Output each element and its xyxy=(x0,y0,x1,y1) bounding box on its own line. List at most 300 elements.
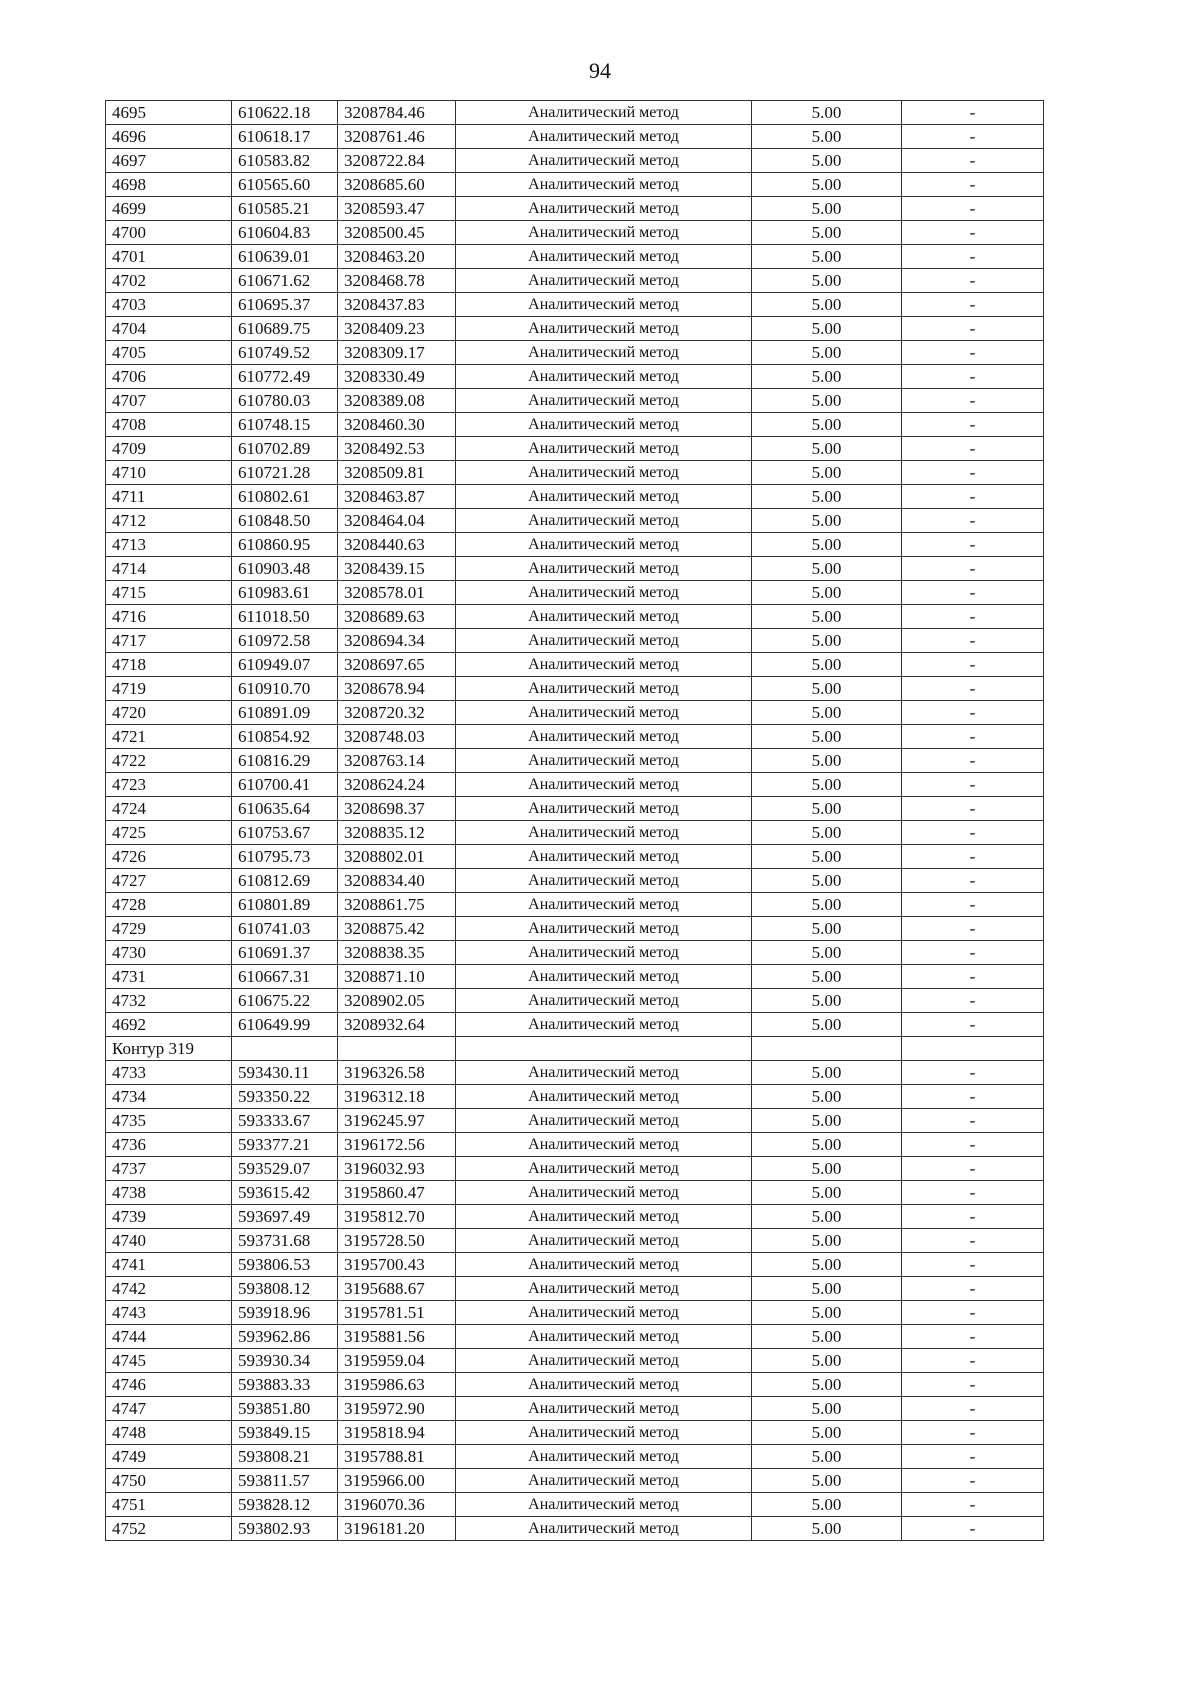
x-coordinate-cell: 610675.22 xyxy=(232,989,338,1013)
note-cell: - xyxy=(902,485,1044,509)
note-cell: - xyxy=(902,1157,1044,1181)
y-coordinate-cell: 3208834.40 xyxy=(338,869,456,893)
point-number-cell: 4717 xyxy=(106,629,232,653)
point-number-cell: 4727 xyxy=(106,869,232,893)
x-coordinate-cell: 593811.57 xyxy=(232,1469,338,1493)
method-cell: Аналитический метод xyxy=(456,941,752,965)
x-coordinate-cell: 610983.61 xyxy=(232,581,338,605)
y-coordinate-cell: 3208697.65 xyxy=(338,653,456,677)
error-cell: 5.00 xyxy=(752,293,902,317)
x-coordinate-cell: 610753.67 xyxy=(232,821,338,845)
note-cell: - xyxy=(902,389,1044,413)
error-cell: 5.00 xyxy=(752,653,902,677)
error-cell: 5.00 xyxy=(752,1229,902,1253)
x-coordinate-cell: 610639.01 xyxy=(232,245,338,269)
coordinates-table xyxy=(105,100,1044,1541)
y-coordinate-cell: 3195860.47 xyxy=(338,1181,456,1205)
error-cell: 5.00 xyxy=(752,509,902,533)
note-cell: - xyxy=(902,245,1044,269)
y-coordinate-cell: 3208460.30 xyxy=(338,413,456,437)
x-coordinate-cell: 610618.17 xyxy=(232,125,338,149)
point-number-cell: 4742 xyxy=(106,1277,232,1301)
note-cell: - xyxy=(902,1013,1044,1037)
error-cell: 5.00 xyxy=(752,101,902,125)
table-row xyxy=(106,1157,1044,1181)
note-cell: - xyxy=(902,1133,1044,1157)
point-number-cell: 4698 xyxy=(106,173,232,197)
method-cell: Аналитический метод xyxy=(456,725,752,749)
error-cell: 5.00 xyxy=(752,461,902,485)
method-cell: Аналитический метод xyxy=(456,1157,752,1181)
y-coordinate-cell: 3195781.51 xyxy=(338,1301,456,1325)
method-cell: Аналитический метод xyxy=(456,149,752,173)
x-coordinate-cell: 610795.73 xyxy=(232,845,338,869)
table-row xyxy=(106,989,1044,1013)
table-row xyxy=(106,125,1044,149)
note-cell: - xyxy=(902,1253,1044,1277)
error-cell: 5.00 xyxy=(752,677,902,701)
y-coordinate-cell: 3195972.90 xyxy=(338,1397,456,1421)
note-cell: - xyxy=(902,533,1044,557)
point-number-cell: 4728 xyxy=(106,893,232,917)
method-cell: Аналитический метод xyxy=(456,1493,752,1517)
y-coordinate-cell: 3195700.43 xyxy=(338,1253,456,1277)
x-coordinate-cell: 610949.07 xyxy=(232,653,338,677)
table-row xyxy=(106,293,1044,317)
error-cell: 5.00 xyxy=(752,269,902,293)
point-number-cell: 4752 xyxy=(106,1517,232,1541)
x-coordinate-cell: 593962.86 xyxy=(232,1325,338,1349)
table-row xyxy=(106,965,1044,989)
error-cell: 5.00 xyxy=(752,221,902,245)
error-cell: 5.00 xyxy=(752,989,902,1013)
table-row xyxy=(106,221,1044,245)
method-cell: Аналитический метод xyxy=(456,197,752,221)
table-row xyxy=(106,245,1044,269)
y-coordinate-cell: 3196312.18 xyxy=(338,1085,456,1109)
method-cell: Аналитический метод xyxy=(456,389,752,413)
error-cell: 5.00 xyxy=(752,1181,902,1205)
error-cell: 5.00 xyxy=(752,1349,902,1373)
table-row xyxy=(106,413,1044,437)
y-coordinate-cell: 3195881.56 xyxy=(338,1325,456,1349)
method-cell: Аналитический метод xyxy=(456,221,752,245)
x-coordinate-cell: 610816.29 xyxy=(232,749,338,773)
y-coordinate-cell: 3208861.75 xyxy=(338,893,456,917)
y-coordinate-cell: 3208437.83 xyxy=(338,293,456,317)
point-number-cell: 4697 xyxy=(106,149,232,173)
table-row xyxy=(106,1301,1044,1325)
empty-cell xyxy=(752,1037,902,1061)
note-cell: - xyxy=(902,1349,1044,1373)
method-cell: Аналитический метод xyxy=(456,1325,752,1349)
table-row xyxy=(106,1445,1044,1469)
method-cell: Аналитический метод xyxy=(456,341,752,365)
point-number-cell: 4751 xyxy=(106,1493,232,1517)
method-cell: Аналитический метод xyxy=(456,125,752,149)
table-row xyxy=(106,677,1044,701)
empty-cell xyxy=(456,1037,752,1061)
point-number-cell: 4722 xyxy=(106,749,232,773)
table-row xyxy=(106,365,1044,389)
note-cell: - xyxy=(902,365,1044,389)
error-cell: 5.00 xyxy=(752,341,902,365)
x-coordinate-cell: 593806.53 xyxy=(232,1253,338,1277)
table-row xyxy=(106,749,1044,773)
table-row xyxy=(106,845,1044,869)
empty-cell xyxy=(902,1037,1044,1061)
y-coordinate-cell: 3208761.46 xyxy=(338,125,456,149)
method-cell: Аналитический метод xyxy=(456,773,752,797)
method-cell: Аналитический метод xyxy=(456,893,752,917)
table-row xyxy=(106,1229,1044,1253)
point-number-cell: 4724 xyxy=(106,797,232,821)
x-coordinate-cell: 610604.83 xyxy=(232,221,338,245)
point-number-cell: 4743 xyxy=(106,1301,232,1325)
table-row xyxy=(106,725,1044,749)
y-coordinate-cell: 3208835.12 xyxy=(338,821,456,845)
y-coordinate-cell: 3196032.93 xyxy=(338,1157,456,1181)
table-row xyxy=(106,605,1044,629)
x-coordinate-cell: 610801.89 xyxy=(232,893,338,917)
note-cell: - xyxy=(902,293,1044,317)
note-cell: - xyxy=(902,101,1044,125)
method-cell: Аналитический метод xyxy=(456,1109,752,1133)
point-number-cell: 4745 xyxy=(106,1349,232,1373)
table-row xyxy=(106,1373,1044,1397)
note-cell: - xyxy=(902,1301,1044,1325)
x-coordinate-cell: 593808.21 xyxy=(232,1445,338,1469)
method-cell: Аналитический метод xyxy=(456,1205,752,1229)
point-number-cell: 4695 xyxy=(106,101,232,125)
note-cell: - xyxy=(902,1229,1044,1253)
method-cell: Аналитический метод xyxy=(456,1061,752,1085)
note-cell: - xyxy=(902,125,1044,149)
point-number-cell: 4707 xyxy=(106,389,232,413)
note-cell: - xyxy=(902,965,1044,989)
point-number-cell: 4706 xyxy=(106,365,232,389)
point-number-cell: 4709 xyxy=(106,437,232,461)
error-cell: 5.00 xyxy=(752,1517,902,1541)
note-cell: - xyxy=(902,677,1044,701)
note-cell: - xyxy=(902,269,1044,293)
method-cell: Аналитический метод xyxy=(456,1469,752,1493)
y-coordinate-cell: 3195986.63 xyxy=(338,1373,456,1397)
empty-cell xyxy=(232,1037,338,1061)
point-number-cell: 4702 xyxy=(106,269,232,293)
note-cell: - xyxy=(902,149,1044,173)
y-coordinate-cell: 3208463.87 xyxy=(338,485,456,509)
method-cell: Аналитический метод xyxy=(456,413,752,437)
note-cell: - xyxy=(902,797,1044,821)
x-coordinate-cell: 610667.31 xyxy=(232,965,338,989)
error-cell: 5.00 xyxy=(752,1373,902,1397)
point-number-cell: 4712 xyxy=(106,509,232,533)
coordinates-table-body xyxy=(106,101,1044,1541)
x-coordinate-cell: 610780.03 xyxy=(232,389,338,413)
note-cell: - xyxy=(902,1205,1044,1229)
x-coordinate-cell: 610702.89 xyxy=(232,437,338,461)
point-number-cell: 4732 xyxy=(106,989,232,1013)
note-cell: - xyxy=(902,317,1044,341)
point-number-cell: 4737 xyxy=(106,1157,232,1181)
table-row xyxy=(106,1397,1044,1421)
x-coordinate-cell: 610622.18 xyxy=(232,101,338,125)
page-number: 94 xyxy=(589,58,611,83)
error-cell: 5.00 xyxy=(752,1253,902,1277)
note-cell: - xyxy=(902,461,1044,485)
y-coordinate-cell: 3195812.70 xyxy=(338,1205,456,1229)
point-number-cell: 4748 xyxy=(106,1421,232,1445)
x-coordinate-cell: 593697.49 xyxy=(232,1205,338,1229)
y-coordinate-cell: 3208509.81 xyxy=(338,461,456,485)
error-cell: 5.00 xyxy=(752,797,902,821)
error-cell: 5.00 xyxy=(752,1397,902,1421)
note-cell: - xyxy=(902,1373,1044,1397)
x-coordinate-cell: 593615.42 xyxy=(232,1181,338,1205)
note-cell: - xyxy=(902,941,1044,965)
y-coordinate-cell: 3208593.47 xyxy=(338,197,456,221)
error-cell: 5.00 xyxy=(752,533,902,557)
table-row xyxy=(106,941,1044,965)
note-cell: - xyxy=(902,1325,1044,1349)
note-cell: - xyxy=(902,557,1044,581)
y-coordinate-cell: 3208468.78 xyxy=(338,269,456,293)
error-cell: 5.00 xyxy=(752,173,902,197)
error-cell: 5.00 xyxy=(752,917,902,941)
method-cell: Аналитический метод xyxy=(456,701,752,725)
note-cell: - xyxy=(902,653,1044,677)
method-cell: Аналитический метод xyxy=(456,317,752,341)
note-cell: - xyxy=(902,173,1044,197)
x-coordinate-cell: 593808.12 xyxy=(232,1277,338,1301)
table-row xyxy=(106,1253,1044,1277)
error-cell: 5.00 xyxy=(752,1157,902,1181)
method-cell: Аналитический метод xyxy=(456,989,752,1013)
x-coordinate-cell: 610860.95 xyxy=(232,533,338,557)
method-cell: Аналитический метод xyxy=(456,1229,752,1253)
note-cell: - xyxy=(902,917,1044,941)
note-cell: - xyxy=(902,221,1044,245)
x-coordinate-cell: 593849.15 xyxy=(232,1421,338,1445)
point-number-cell: 4744 xyxy=(106,1325,232,1349)
note-cell: - xyxy=(902,773,1044,797)
method-cell: Аналитический метод xyxy=(456,1373,752,1397)
error-cell: 5.00 xyxy=(752,1109,902,1133)
x-coordinate-cell: 610671.62 xyxy=(232,269,338,293)
y-coordinate-cell: 3208463.20 xyxy=(338,245,456,269)
table-row xyxy=(106,101,1044,125)
y-coordinate-cell: 3208464.04 xyxy=(338,509,456,533)
point-number-cell: 4739 xyxy=(106,1205,232,1229)
x-coordinate-cell: 593828.12 xyxy=(232,1493,338,1517)
note-cell: - xyxy=(902,605,1044,629)
method-cell: Аналитический метод xyxy=(456,437,752,461)
error-cell: 5.00 xyxy=(752,1301,902,1325)
method-cell: Аналитический метод xyxy=(456,509,752,533)
x-coordinate-cell: 610741.03 xyxy=(232,917,338,941)
note-cell: - xyxy=(902,821,1044,845)
method-cell: Аналитический метод xyxy=(456,629,752,653)
y-coordinate-cell: 3195966.00 xyxy=(338,1469,456,1493)
method-cell: Аналитический метод xyxy=(456,1421,752,1445)
error-cell: 5.00 xyxy=(752,317,902,341)
note-cell: - xyxy=(902,749,1044,773)
x-coordinate-cell: 610910.70 xyxy=(232,677,338,701)
point-number-cell: 4746 xyxy=(106,1373,232,1397)
table-row xyxy=(106,653,1044,677)
table-row xyxy=(106,917,1044,941)
error-cell: 5.00 xyxy=(752,1277,902,1301)
method-cell: Аналитический метод xyxy=(456,797,752,821)
table-row xyxy=(106,173,1044,197)
point-number-cell: 4729 xyxy=(106,917,232,941)
table-row xyxy=(106,629,1044,653)
method-cell: Аналитический метод xyxy=(456,269,752,293)
table-row xyxy=(106,1277,1044,1301)
y-coordinate-cell: 3208492.53 xyxy=(338,437,456,461)
point-number-cell: 4700 xyxy=(106,221,232,245)
method-cell: Аналитический метод xyxy=(456,821,752,845)
table-row xyxy=(106,869,1044,893)
note-cell: - xyxy=(902,509,1044,533)
y-coordinate-cell: 3208439.15 xyxy=(338,557,456,581)
point-number-cell: 4723 xyxy=(106,773,232,797)
point-number-cell: 4718 xyxy=(106,653,232,677)
note-cell: - xyxy=(902,1421,1044,1445)
error-cell: 5.00 xyxy=(752,389,902,413)
note-cell: - xyxy=(902,1445,1044,1469)
method-cell: Аналитический метод xyxy=(456,1013,752,1037)
error-cell: 5.00 xyxy=(752,845,902,869)
x-coordinate-cell: 610635.64 xyxy=(232,797,338,821)
method-cell: Аналитический метод xyxy=(456,581,752,605)
y-coordinate-cell: 3208871.10 xyxy=(338,965,456,989)
table-row xyxy=(106,1325,1044,1349)
x-coordinate-cell: 593529.07 xyxy=(232,1157,338,1181)
table-row xyxy=(106,1493,1044,1517)
point-number-cell: 4749 xyxy=(106,1445,232,1469)
y-coordinate-cell: 3208578.01 xyxy=(338,581,456,605)
note-cell: - xyxy=(902,197,1044,221)
table-row xyxy=(106,893,1044,917)
y-coordinate-cell: 3208763.14 xyxy=(338,749,456,773)
error-cell: 5.00 xyxy=(752,1205,902,1229)
note-cell: - xyxy=(902,629,1044,653)
method-cell: Аналитический метод xyxy=(456,653,752,677)
method-cell: Аналитический метод xyxy=(456,173,752,197)
x-coordinate-cell: 593918.96 xyxy=(232,1301,338,1325)
note-cell: - xyxy=(902,869,1044,893)
method-cell: Аналитический метод xyxy=(456,533,752,557)
y-coordinate-cell: 3208309.17 xyxy=(338,341,456,365)
method-cell: Аналитический метод xyxy=(456,557,752,581)
note-cell: - xyxy=(902,1181,1044,1205)
table-row xyxy=(106,581,1044,605)
x-coordinate-cell: 610772.49 xyxy=(232,365,338,389)
x-coordinate-cell: 610749.52 xyxy=(232,341,338,365)
x-coordinate-cell: 610695.37 xyxy=(232,293,338,317)
x-coordinate-cell: 610689.75 xyxy=(232,317,338,341)
y-coordinate-cell: 3196245.97 xyxy=(338,1109,456,1133)
table-row xyxy=(106,437,1044,461)
note-cell: - xyxy=(902,1493,1044,1517)
method-cell: Аналитический метод xyxy=(456,845,752,869)
y-coordinate-cell: 3208678.94 xyxy=(338,677,456,701)
table-row xyxy=(106,533,1044,557)
x-coordinate-cell: 610565.60 xyxy=(232,173,338,197)
x-coordinate-cell: 610891.09 xyxy=(232,701,338,725)
note-cell: - xyxy=(902,1061,1044,1085)
table-row xyxy=(106,461,1044,485)
point-number-cell: 4715 xyxy=(106,581,232,605)
y-coordinate-cell: 3208440.63 xyxy=(338,533,456,557)
method-cell: Аналитический метод xyxy=(456,677,752,701)
error-cell: 5.00 xyxy=(752,413,902,437)
point-number-cell: 4710 xyxy=(106,461,232,485)
note-cell: - xyxy=(902,1469,1044,1493)
x-coordinate-cell: 610700.41 xyxy=(232,773,338,797)
error-cell: 5.00 xyxy=(752,773,902,797)
point-number-cell: 4735 xyxy=(106,1109,232,1133)
error-cell: 5.00 xyxy=(752,365,902,389)
note-cell: - xyxy=(902,989,1044,1013)
note-cell: - xyxy=(902,581,1044,605)
point-number-cell: 4696 xyxy=(106,125,232,149)
error-cell: 5.00 xyxy=(752,1445,902,1469)
note-cell: - xyxy=(902,1517,1044,1541)
point-number-cell: 4720 xyxy=(106,701,232,725)
method-cell: Аналитический метод xyxy=(456,245,752,269)
x-coordinate-cell: 593930.34 xyxy=(232,1349,338,1373)
error-cell: 5.00 xyxy=(752,1061,902,1085)
y-coordinate-cell: 3196181.20 xyxy=(338,1517,456,1541)
x-coordinate-cell: 593377.21 xyxy=(232,1133,338,1157)
point-number-cell: 4734 xyxy=(106,1085,232,1109)
error-cell: 5.00 xyxy=(752,1085,902,1109)
note-cell: - xyxy=(902,893,1044,917)
x-coordinate-cell: 593731.68 xyxy=(232,1229,338,1253)
table-row xyxy=(106,1205,1044,1229)
x-coordinate-cell: 593430.11 xyxy=(232,1061,338,1085)
y-coordinate-cell: 3195959.04 xyxy=(338,1349,456,1373)
error-cell: 5.00 xyxy=(752,1469,902,1493)
error-cell: 5.00 xyxy=(752,941,902,965)
point-number-cell: 4692 xyxy=(106,1013,232,1037)
error-cell: 5.00 xyxy=(752,485,902,509)
x-coordinate-cell: 593333.67 xyxy=(232,1109,338,1133)
table-row xyxy=(106,485,1044,509)
method-cell: Аналитический метод xyxy=(456,917,752,941)
method-cell: Аналитический метод xyxy=(456,1445,752,1469)
point-number-cell: 4713 xyxy=(106,533,232,557)
y-coordinate-cell: 3208689.63 xyxy=(338,605,456,629)
table-row xyxy=(106,1013,1044,1037)
x-coordinate-cell: 611018.50 xyxy=(232,605,338,629)
table-row xyxy=(106,773,1044,797)
y-coordinate-cell: 3208784.46 xyxy=(338,101,456,125)
error-cell: 5.00 xyxy=(752,605,902,629)
point-number-cell: 4699 xyxy=(106,197,232,221)
y-coordinate-cell: 3196070.36 xyxy=(338,1493,456,1517)
point-number-cell: 4704 xyxy=(106,317,232,341)
method-cell: Аналитический метод xyxy=(456,1253,752,1277)
section-title: Контур 319 xyxy=(106,1037,232,1061)
note-cell: - xyxy=(902,1397,1044,1421)
table-row xyxy=(106,1469,1044,1493)
y-coordinate-cell: 3195688.67 xyxy=(338,1277,456,1301)
note-cell: - xyxy=(902,437,1044,461)
